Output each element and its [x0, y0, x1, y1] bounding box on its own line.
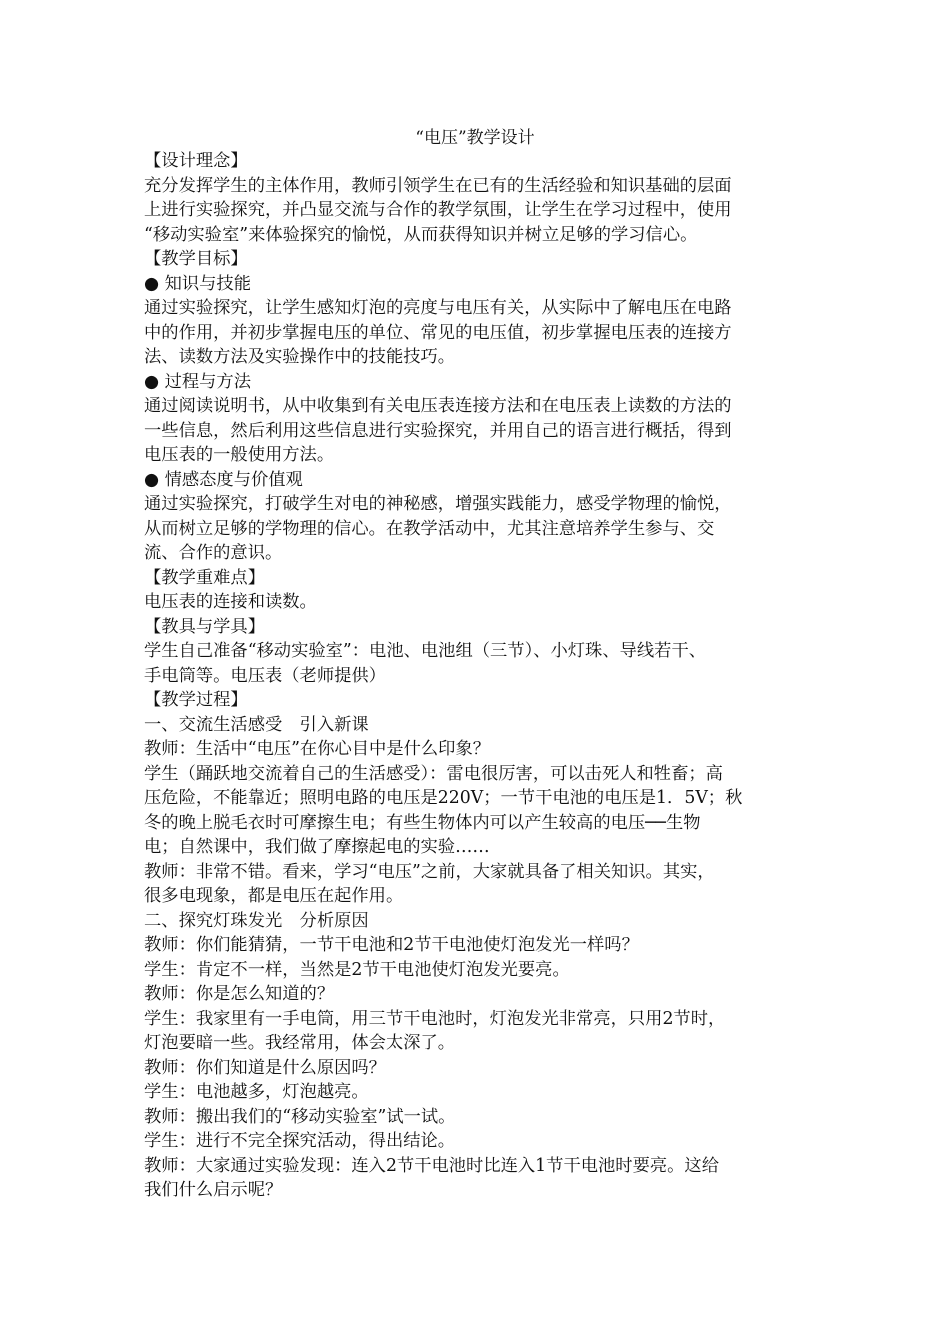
text-line: 压危险，不能靠近；照明电路的电压是220V；一节干电池的电压是1．5V；秋 [144, 788, 743, 808]
text-line: 电；自然课中，我们做了摩擦起电的实验…… [144, 837, 490, 857]
text-line: 学生：电池越多，灯泡越亮。 [144, 1082, 369, 1102]
text-line: 冬的晚上脱毛衣时可摩擦生电；有些生物体内可以产生较高的电压──生物 [144, 812, 701, 833]
text-line: 通过阅读说明书，从中收集到有关电压表连接方法和在电压表上读数的方法的 [144, 396, 732, 416]
bullet-heading-process-method: ● 过程与方法 [144, 371, 251, 392]
text-line: 上进行实验探究，并凸显交流与合作的教学氛围，让学生在学习过程中，使用 [144, 200, 732, 220]
text-line: 学生（踊跃地交流着自己的生活感受）：雷电很厉害，可以击死人和牲畜；高 [144, 763, 723, 784]
text-line: 充分发挥学生的主体作用，教师引领学生在已有的生活经验和知识基础的层面 [144, 175, 732, 196]
text-line: 电压表的连接和读数。 [144, 592, 317, 612]
text-line: 通过实验探究，打破学生对电的神秘感，增强实践能力，感受学物理的愉悦， [144, 494, 732, 514]
section-heading-teaching-aids: 【教具与学具】 [144, 616, 265, 637]
text-line: 学生：我家里有一手电筒，用三节干电池时，灯泡发光非常亮，只用2节时， [144, 1008, 726, 1029]
text-line: “移动实验室”来体验探究的愉悦，从而获得知识并树立足够的学习信心。 [144, 224, 698, 245]
text-line: 流、合作的意识。 [144, 543, 283, 563]
text-line: 通过实验探究，让学生感知灯泡的亮度与电压有关，从实际中了解电压在电路 [144, 298, 732, 318]
text-line: 我们什么启示呢？ [144, 1180, 283, 1200]
text-line: 教师：大家通过实验发现：连入2节干电池时比连入1节干电池时要亮。这给 [144, 1155, 719, 1176]
bullet-heading-knowledge-skills: ● 知识与技能 [144, 273, 251, 294]
text-line: 教师：你们知道是什么原因吗？ [144, 1057, 386, 1078]
section-heading-key-points: 【教学重难点】 [144, 567, 265, 588]
text-line: 很多电现象，都是电压在起作用。 [144, 886, 404, 906]
section-heading-design-concept: 【设计理念】 [144, 151, 248, 171]
text-line: 教师：搬出我们的“移动实验室”试一试。 [144, 1106, 456, 1127]
section-heading-teaching-process: 【教学过程】 [144, 690, 248, 710]
document-title: “电压”教学设计 [415, 128, 535, 148]
text-line: 教师：生活中“电压”在你心目中是什么印象？ [144, 739, 491, 759]
text-line: 电压表的一般使用方法。 [144, 445, 335, 465]
text-line: 中的作用，并初步掌握电压的单位、常见的电压值，初步掌握电压表的连接方 [144, 322, 732, 343]
text-line: 学生自己准备“移动实验室”：电池、电池组（三节）、小灯珠、导线若干、 [144, 641, 707, 661]
subsection-heading-one: 一、交流生活感受 引入新课 [144, 714, 369, 735]
text-line: 灯泡要暗一些。我经常用，体会太深了。 [144, 1033, 456, 1053]
document-body [144, 149, 808, 1203]
subsection-heading-two: 二、探究灯珠发光 分析原因 [144, 910, 369, 931]
section-heading-teaching-goals: 【教学目标】 [144, 249, 248, 269]
text-line: 从而树立足够的学物理的信心。在教学活动中，尤其注意培养学生参与、交 [144, 518, 715, 539]
text-line: 教师：你们能猜猜，一节干电池和2节干电池使灯泡发光一样吗？ [144, 935, 639, 955]
bullet-heading-attitude-values: ● 情感态度与价值观 [144, 469, 303, 490]
text-line: 一些信息，然后利用这些信息进行实验探究，并用自己的语言进行概括，得到 [144, 420, 732, 441]
text-line: 法、读数方法及实验操作中的技能技巧。 [144, 347, 456, 367]
text-line: 教师：你是怎么知道的？ [144, 984, 335, 1004]
text-line: 教师：非常不错。看来，学习“电压”之前，大家就具备了相关知识。其实， [144, 861, 715, 882]
text-line: 学生：肯定不一样，当然是2节干电池使灯泡发光要亮。 [144, 959, 570, 980]
text-line: 手电筒等。电压表（老师提供） [144, 665, 386, 686]
text-line: 学生：进行不完全探究活动，得出结论。 [144, 1131, 456, 1151]
